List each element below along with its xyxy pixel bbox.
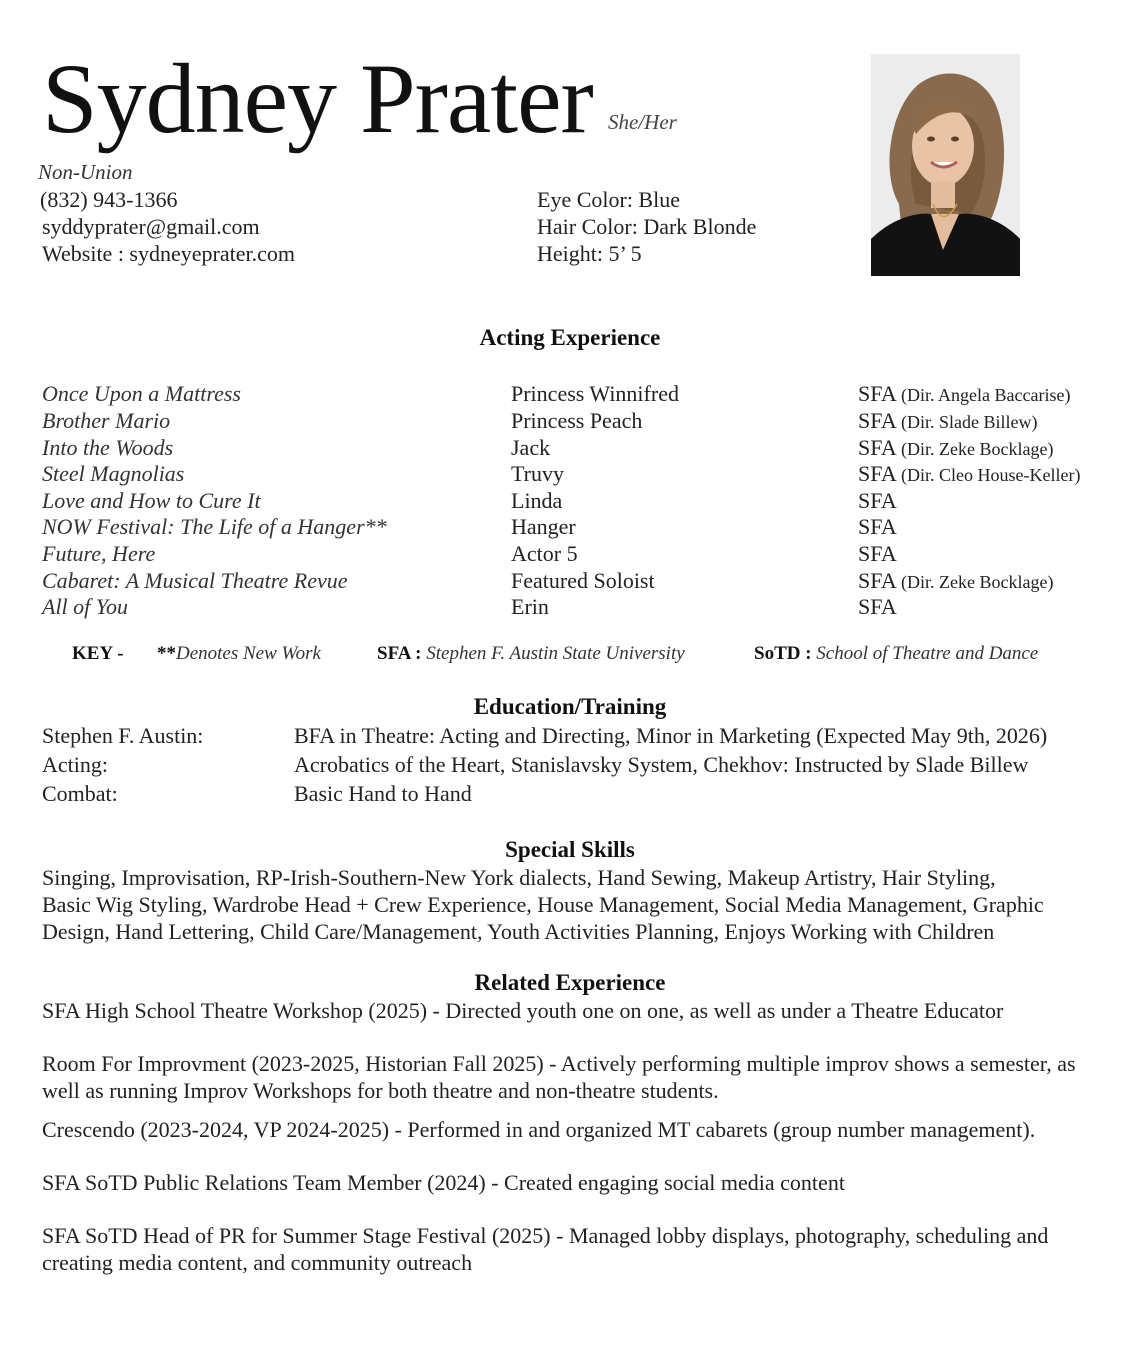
venue: SFA [858,408,896,433]
headshot-image [871,54,1020,276]
related-experience-heading: Related Experience [474,970,666,995]
director: (Dir. Slade Billew) [901,412,1038,432]
role: Princess Winnifred [511,381,679,406]
show-title: Love and How to Cure It [42,488,261,513]
role: Erin [511,594,549,619]
show-title: All of You [42,594,128,619]
role: Actor 5 [511,541,578,566]
hair-color: Hair Color: Dark Blonde [537,214,757,239]
credit-row [0,567,1126,594]
venue-cell [858,434,1053,463]
headshot-photo [871,54,1020,276]
director: (Dir. Zeke Bocklage) [901,439,1054,459]
venue: SFA [858,514,897,539]
director: (Dir. Cleo House-Keller) [901,465,1081,485]
credit-row [0,380,1126,407]
director: (Dir. Zeke Bocklage) [901,572,1054,592]
education-label: Acting: [42,752,108,777]
key-label: KEY - [72,643,124,664]
role: Featured Soloist [511,568,655,593]
education-value: Acrobatics of the Heart, Stanislavsky System, Chekhov: Instructed by Slade Billew [294,752,1029,777]
venue-cell [858,540,897,569]
venue-cell [858,593,897,622]
venue-cell [858,460,1080,489]
key-sfa: SFA : Stephen F. Austin State University [377,643,685,664]
related-item: Crescendo (2023-2024, VP 2024-2025) - Performed in and organized MT cabarets (group number management). [42,1117,1036,1142]
venue: SFA [858,461,896,486]
education-label: Combat: [42,781,118,806]
credit-row [0,487,1126,514]
show-title: Cabaret: A Musical Theatre Revue [42,568,348,593]
related-item: SFA SoTD Public Relations Team Member (2024) - Created engaging social media content [42,1170,845,1195]
venue-cell [858,407,1038,436]
venue: SFA [858,381,896,406]
show-title: Brother Mario [42,408,171,433]
show-title: Steel Magnolias [42,461,185,486]
website: Website : sydneyeprater.com [42,241,295,266]
pronouns: She/Her [608,110,677,134]
role: Linda [511,488,563,513]
role: Truvy [511,461,564,486]
credit-row [0,460,1126,487]
show-title: Into the Woods [42,435,174,460]
skills-line: Design, Hand Lettering, Child Care/Management, Youth Activities Planning, Enjoys Working with Children [42,919,995,944]
resume-name: Sydney Prater [42,43,593,154]
venue-cell [858,567,1053,596]
education-label: Stephen F. Austin: [42,723,204,748]
role: Hanger [511,514,576,539]
venue-cell [858,513,897,542]
height: Height: 5’ 5 [537,241,642,266]
credit-row [0,434,1126,461]
skills-line: Basic Wig Styling, Wardrobe Head + Crew Experience, House Management, Social Media Management, Graphic [42,892,1044,917]
show-title: Once Upon a Mattress [42,381,241,406]
venue-cell [858,487,897,516]
venue: SFA [858,568,896,593]
venue: SFA [858,541,897,566]
special-skills-heading: Special Skills [505,837,635,862]
credit-row [0,407,1126,434]
venue-cell [858,380,1070,409]
credit-row [0,513,1126,540]
director: (Dir. Angela Baccarise) [901,385,1071,405]
venue: SFA [858,594,897,619]
education-value: Basic Hand to Hand [294,781,472,806]
email-address: syddyprater@gmail.com [42,214,260,239]
role: Jack [511,435,551,460]
skills-line: Singing, Improvisation, RP-Irish-Southern-New York dialects, Hand Sewing, Makeup Artistry, Hair Styling, [42,865,996,890]
phone-number: (832) 943-1366 [40,187,178,212]
credit-row [0,593,1126,620]
show-title: Future, Here [42,541,156,566]
education-value: BFA in Theatre: Acting and Directing, Minor in Marketing (Expected May 9th, 2026) [294,723,1048,748]
education-heading: Education/Training [473,694,667,719]
venue: SFA [858,488,897,513]
related-item: Room For Improvment (2023-2025, Historian Fall 2025) - Actively performing multiple improv shows a semester, as well as running Improv Workshops for both theatre and non-theatre students. [42,1051,1076,1103]
show-title: NOW Festival: The Life of a Hanger** [42,514,387,539]
related-item: SFA High School Theatre Workshop (2025) - Directed youth one on one, as well as under a Theatre Educator [42,998,1004,1023]
key-new-work: **Denotes New Work [157,643,321,664]
key-sotd: SoTD : School of Theatre and Dance [754,643,1039,664]
union-status: Non-Union [38,160,133,184]
acting-experience-heading: Acting Experience [479,325,661,350]
eye-color: Eye Color: Blue [537,187,680,212]
credit-row [0,540,1126,567]
related-item: SFA SoTD Head of PR for Summer Stage Festival (2025) - Managed lobby displays, photography, scheduling and creating media content, and community outreach [42,1223,1049,1275]
role: Princess Peach [511,408,643,433]
venue: SFA [858,435,896,460]
